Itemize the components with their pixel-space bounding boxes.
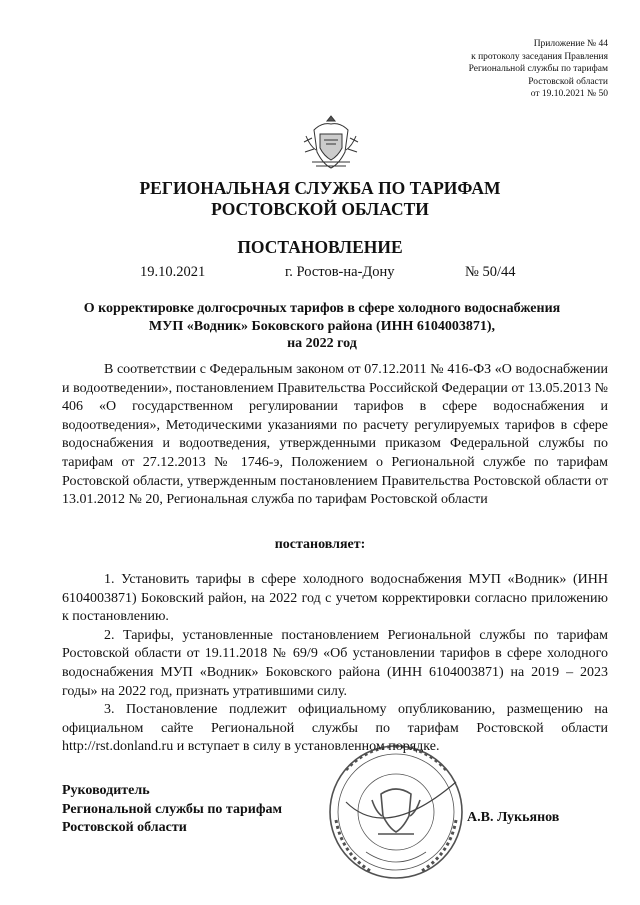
signer-title-line: Руководитель — [62, 783, 150, 798]
signer-title-line: Ростовской области — [62, 820, 187, 836]
signer-title-line: Региональной службы по тарифам — [62, 801, 283, 817]
org-line: РОСТОВСКОЙ ОБЛАСТИ — [211, 199, 429, 219]
document-city: г. Ростов-на-Дону — [285, 264, 395, 280]
signer-name: А.В. Лукьянов — [467, 810, 560, 825]
organization-name — [0, 178, 640, 220]
resolution-item: 1. Установить тарифы в сфере холодного водоснабжения МУП «Водник» (ИНН 6104003871) Боковский район, на 2022 год с учетом корректировки согласно приложению к постановлению. — [62, 572, 608, 625]
appendix-line: Региональной службы по тарифам — [468, 64, 608, 74]
document-type: ПОСТАНОВЛЕНИЕ — [237, 237, 403, 257]
subject-line: на 2022 год — [287, 336, 357, 351]
appendix-line: Приложение № 44 — [533, 39, 608, 49]
resolution-item: 3. Постановление подлежит официальному опубликованию, размещению на официальном сайте Региональной службы по тарифам Ростовской области http://rst.donland.ru и вступает в силу в установленном порядке. — [62, 702, 608, 755]
preamble-paragraph: В соответствии с Федеральным законом от 07.12.2011 № 416-ФЗ «О водоснабжении и водоотведении», постановлением Правительства Российской Федерации от 13.05.2013 № 406 «О государственном регулировании тарифов в сфере водоснабжения и водоотведения», Методическими указаниями по расчету регулируемых тарифов в сфере водоснабжения и водоотведения, утвержденными приказом Федеральной службы по тарифам от 27.12.2013 № 1746-э, Положением о Региональной службе по тарифам Ростовской области, утвержденным постановлением Правительства Ростовской области от 13.01.2012 № 20, Региональная служба по тарифам Ростовской области — [62, 362, 608, 508]
signature-block — [62, 782, 282, 838]
subject-line: О корректировке долгосрочных тарифов в сфере холодного водоснабжения — [83, 301, 561, 316]
official-seal-icon — [326, 742, 466, 882]
subject-line: МУП «Водник» Боковского района (ИНН 6104003871), — [148, 318, 496, 334]
appendix-line: от 19.10.2021 № 50 — [530, 89, 608, 99]
resolution-verb: постановляет: — [274, 537, 366, 552]
resolution-items — [62, 571, 608, 757]
appendix-line: Ростовской области — [528, 76, 608, 87]
coat-of-arms-icon — [300, 112, 362, 174]
appendix-note — [469, 38, 608, 101]
document-date: 19.10.2021 — [140, 264, 206, 280]
resolution-item: 2. Тарифы, установленные постановлением Региональной службы по тарифам Ростовской области от 19.11.2018 № 69/9 «Об установлении тарифов в сфере холодного водоснабжения МУП «Водник» Боковского района (ИНН 6104003871) на 2019 – 2023 годы» на 2022 год, признать утратившими силу. — [62, 627, 608, 699]
org-line: РЕГИОНАЛЬНАЯ СЛУЖБА ПО ТАРИФАМ — [139, 178, 501, 198]
document-subject — [62, 300, 582, 353]
appendix-line: к протоколу заседания Правления — [471, 51, 608, 62]
document-number: № 50/44 — [465, 264, 516, 280]
